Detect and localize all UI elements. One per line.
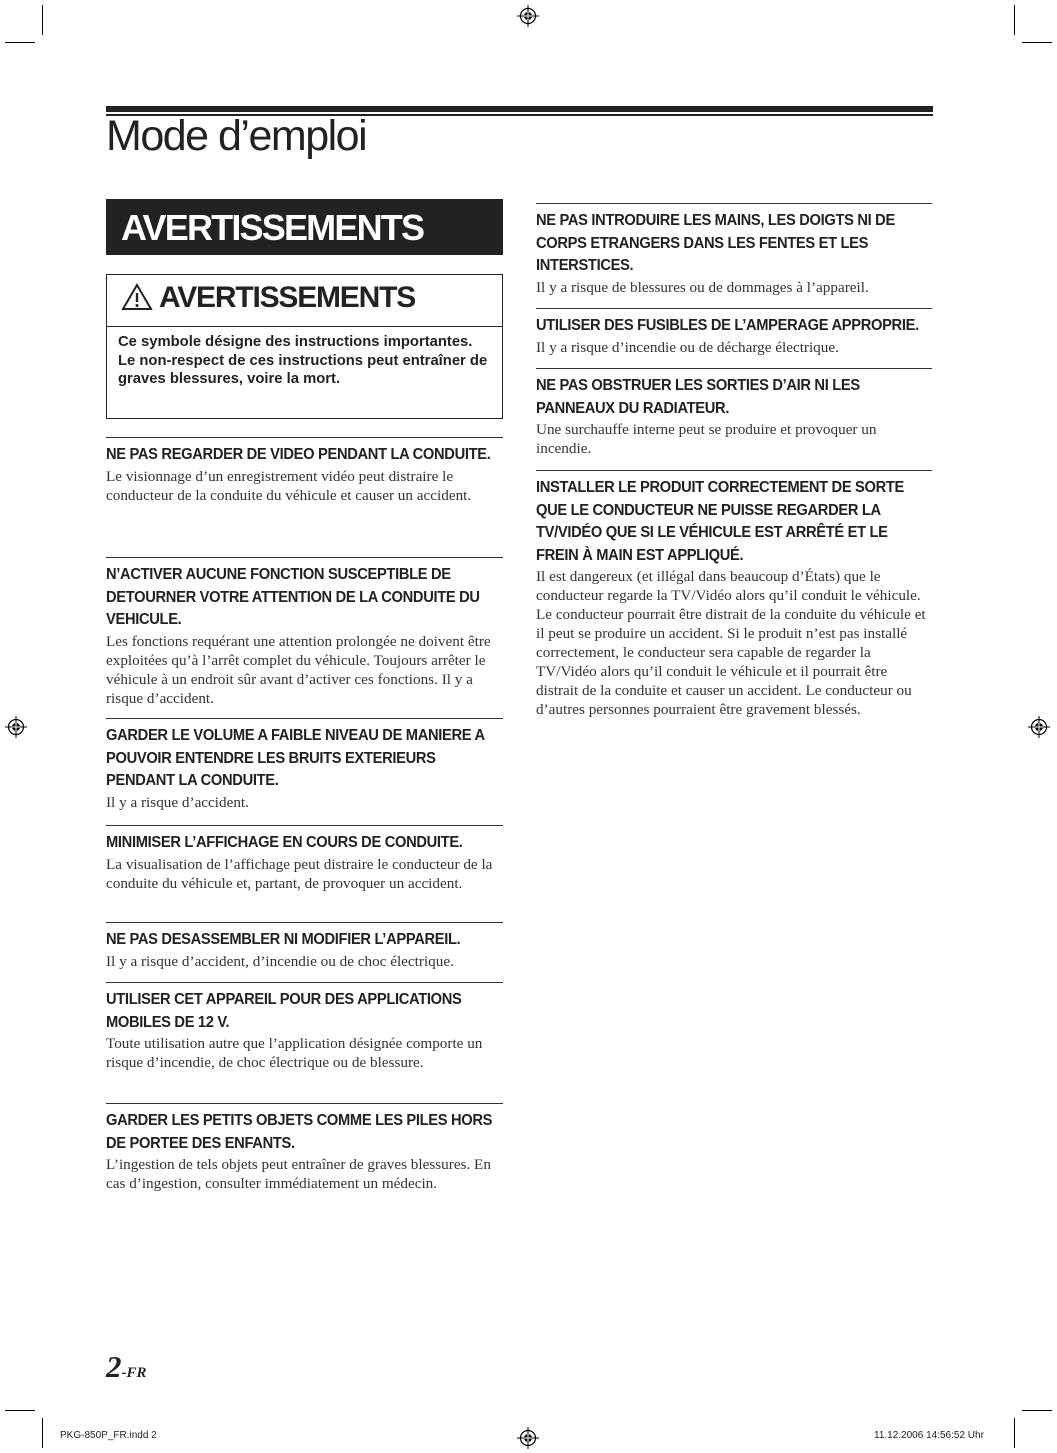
- crop-mark: [42, 5, 43, 35]
- crop-mark: [1022, 42, 1052, 43]
- warning-section: [106, 982, 503, 1072]
- page-language-suffix: -FR: [121, 1365, 147, 1381]
- warning-section: [106, 557, 503, 708]
- warning-section: [536, 203, 932, 297]
- section-body: Toute utilisation autre que l’application désignée comporte un risque d’incendie, de choc électrique ou de blessure.: [106, 1035, 483, 1071]
- section-body: Il y a risque de blessures ou de dommages à l’appareil.: [536, 278, 869, 296]
- section-body: Il est dangereux (et illégal dans beaucoup d’États) que le conducteur regarde la TV/Vidéo alors qu’il conduit le véhicule. Le conducteur pourrait être distrait de la conduite du véhicule et il peut se produire un accident. Si le produit n’est pas installé correctement, le conducteur sera capable de regarder la TV/Vidéo alors qu’il conduit le véhicule et il pourrait être distrait de la conduite et causer un accident. Le conducteur ou d’autres personnes pourraient être gravement blessés.: [536, 568, 926, 718]
- warning-line-2: Le non-respect de ces instructions peut entraîner de graves blessures, voire la mort.: [118, 352, 488, 387]
- section-body: Une surchauffe interne peut se produire et provoquer un incendie.: [536, 421, 877, 457]
- print-file-name: PKG-850P_FR.indd 2: [60, 1430, 157, 1441]
- section-body: Il y a risque d’accident, d’incendie ou de choc électrique.: [106, 952, 454, 970]
- warning-box-text: [118, 333, 498, 389]
- crop-mark: [5, 42, 35, 43]
- section-body: Il y a risque d’accident.: [106, 793, 249, 811]
- warning-line-1: Ce symbole désigne des instructions importantes.: [118, 334, 473, 350]
- warning-section: [106, 1103, 503, 1193]
- section-body: L’ingestion de tels objets peut entraîner de graves blessures. En cas d’ingestion, consulter immédiatement un médecin.: [106, 1156, 491, 1192]
- crop-mark: [1014, 1418, 1015, 1448]
- warning-section: [536, 368, 932, 458]
- section-heading: NE PAS DESASSEMBLER NI MODIFIER L’APPAREIL.: [106, 931, 461, 948]
- warning-triangle-icon: [121, 283, 153, 311]
- section-heading: INSTALLER LE PRODUIT CORRECTEMENT DE SORTE QUE LE CONDUCTEUR NE PUISSE REGARDER LA TV/VIDÉO QUE SI LE VÉHICULE EST ARRÊTÉ ET LE FREIN À MAIN EST APPLIQUÉ.: [536, 479, 905, 564]
- page-number-value: 2: [106, 1349, 122, 1384]
- crop-mark: [42, 1418, 43, 1448]
- section-heading: NE PAS REGARDER DE VIDEO PENDANT LA CONDUITE.: [106, 446, 491, 463]
- section-heading: NE PAS INTRODUIRE LES MAINS, LES DOIGTS NI DE CORPS ETRANGERS DANS LES FENTES ET LES INTERSTICES.: [536, 212, 895, 274]
- section-body: Il y a risque d’incendie ou de décharge électrique.: [536, 338, 839, 356]
- warning-section: [536, 308, 932, 357]
- crop-mark: [1022, 1410, 1052, 1411]
- registration-mark-icon: [5, 716, 27, 738]
- print-timestamp: 11.12.2006 14:56:52 Uhr: [874, 1430, 984, 1441]
- section-heading: MINIMISER L’AFFICHAGE EN COURS DE CONDUITE.: [106, 834, 463, 851]
- page-number: [106, 1349, 147, 1385]
- warning-box-header: [107, 275, 502, 327]
- section-body: Les fonctions requérant une attention prolongée ne doivent être exploitées qu’à l’arrêt complet du véhicule. Toujours arrêter le véhicule à un endroit sûr avant d’activer ces fonctions. Il y a risque d’accident.: [106, 632, 491, 707]
- warning-box-heading: AVERTISSEMENTS: [159, 281, 416, 314]
- section-heading: UTILISER DES FUSIBLES DE L’AMPERAGE APPROPRIE.: [536, 317, 919, 334]
- warning-section: [106, 437, 503, 505]
- crop-mark: [5, 1410, 35, 1411]
- section-heading: GARDER LE VOLUME A FAIBLE NIVEAU DE MANIERE A POUVOIR ENTENDRE LES BRUITS EXTERIEURS PENDANT LA CONDUITE.: [106, 727, 485, 789]
- registration-mark-icon: [517, 1427, 539, 1449]
- section-body: Le visionnage d’un enregistrement vidéo peut distraire le conducteur de la conduite du véhicule et causer un accident.: [106, 467, 472, 504]
- section-banner: AVERTISSEMENTS: [106, 199, 503, 255]
- warning-section: [106, 922, 503, 971]
- section-heading: N’ACTIVER AUCUNE FONCTION SUSCEPTIBLE DE DETOURNER VOTRE ATTENTION DE LA CONDUITE DU VEHICULE.: [106, 566, 480, 628]
- section-heading: UTILISER CET APPAREIL POUR DES APPLICATIONS MOBILES DE 12 V.: [106, 991, 462, 1031]
- warning-section: [106, 825, 503, 893]
- section-heading: NE PAS OBSTRUER LES SORTIES D’AIR NI LES PANNEAUX DU RADIATEUR.: [536, 377, 860, 417]
- crop-mark: [1014, 5, 1015, 35]
- warning-section: [536, 470, 932, 719]
- registration-mark-icon: [517, 5, 539, 27]
- registration-mark-icon: [1028, 716, 1050, 738]
- warning-box: [106, 274, 503, 419]
- section-body: La visualisation de l’affichage peut distraire le conducteur de la conduite du véhicule et, partant, de provoquer un accident.: [106, 855, 493, 892]
- page-title: Mode d’emploi: [106, 112, 367, 160]
- section-heading: GARDER LES PETITS OBJETS COMME LES PILES HORS DE PORTEE DES ENFANTS.: [106, 1112, 493, 1152]
- warning-section: [106, 718, 503, 812]
